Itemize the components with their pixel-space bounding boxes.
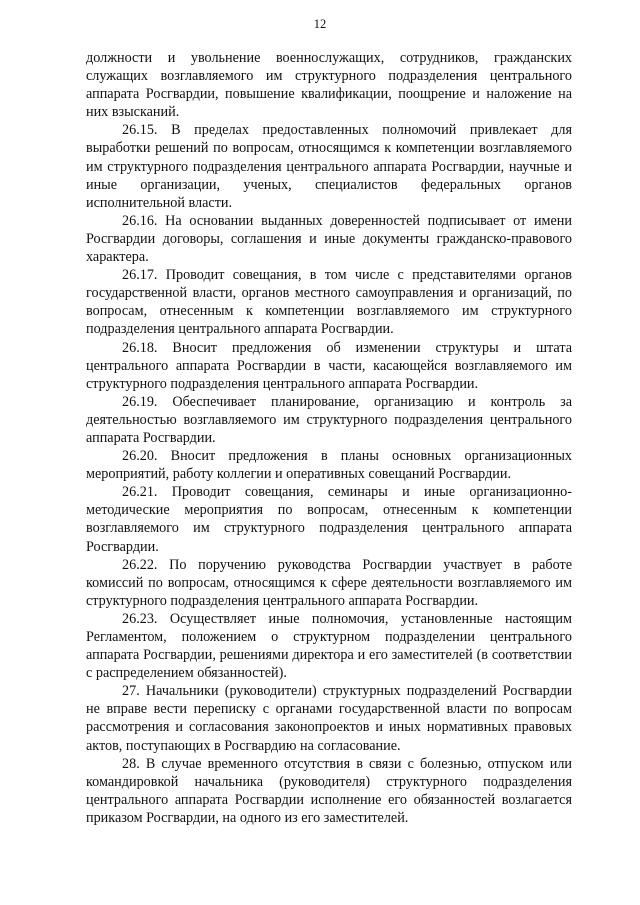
paragraph-continuation: должности и увольнение военнослужащих, сотрудников, гражданских служащих возглавляемого им структурного подразделения центрального аппарата Росгвардии, повышение квалификации, поощрение и наложение на них взысканий.	[86, 50, 572, 121]
paragraph-26-18: 26.18. Вносит предложения об изменении структуры и штата центрального аппарата Росгвардии в части, касающейся возглавляемого им структурного подразделения центрального аппарата Росгвардии.	[86, 339, 572, 392]
paragraph-26-19: 26.19. Обеспечивает планирование, организацию и контроль за деятельностью возглавляемого им структурного подразделения центрального аппарата Росгвардии.	[86, 393, 572, 446]
paragraph-28: 28. В случае временного отсутствия в связи с болезнью, отпуском или командировкой начальника (руководителя) структурного подразделения центрального аппарата Росгвардии исполнение его обязанностей возлагается приказом Росгвардии, на одного из его заместителей.	[86, 755, 572, 826]
paragraph-26-21: 26.21. Проводит совещания, семинары и иные организационно-методические мероприятия по вопросам, отнесенным к компетенции возглавляемого им структурного подразделения центрального аппарата Росгвардии.	[86, 484, 572, 555]
document-body	[86, 49, 572, 827]
paragraph-26-20: 26.20. Вносит предложения в планы основных организационных мероприятий, работу коллегии и оперативных совещаний Росгвардии.	[86, 448, 572, 483]
page-number: 12	[313, 17, 327, 31]
paragraph-27: 27. Начальники (руководители) структурных подразделений Росгвардии не вправе вести переписку с органами государственной власти по вопросам рассмотрения и согласования законопроектов и иных нормативных правовых актов, поступающих в Росгвардию на согласование.	[86, 683, 572, 754]
paragraph-26-16: 26.16. На основании выданных доверенностей подписывает от имени Росгвардии договоры, соглашения и иные документы гражданско-правового характера.	[86, 212, 572, 266]
paragraph-26-23: 26.23. Осуществляет иные полномочия, установленные настоящим Регламентом, положением о структурном подразделении центрального аппарата Росгвардии, решениями директора и его заместителей (в соответствии с распределением обязанностей).	[86, 610, 572, 682]
paragraph-26-15: 26.15. В пределах предоставленных полномочий привлекает для выработки решений по вопросам, относящимся к компетенции возглавляемого им структурного подразделения центрального аппарата Росгвардии, научные и иные организации, ученых, специалистов федеральных органов исполнительной власти.	[86, 122, 572, 211]
paragraph-26-17: 26.17. Проводит совещания, в том числе с представителями органов государственной власти, органов местного самоуправления и организаций, по вопросам, отнесенным к компетенции возглавляемого им структурного подразделения центрального аппарата Росгвардии.	[86, 267, 572, 338]
paragraph-26-22: 26.22. По поручению руководства Росгвардии участвует в работе комиссий по вопросам, относящимся к сфере деятельности возглавляемого им структурного подразделения центрального аппарата Росгвардии.	[86, 556, 572, 609]
